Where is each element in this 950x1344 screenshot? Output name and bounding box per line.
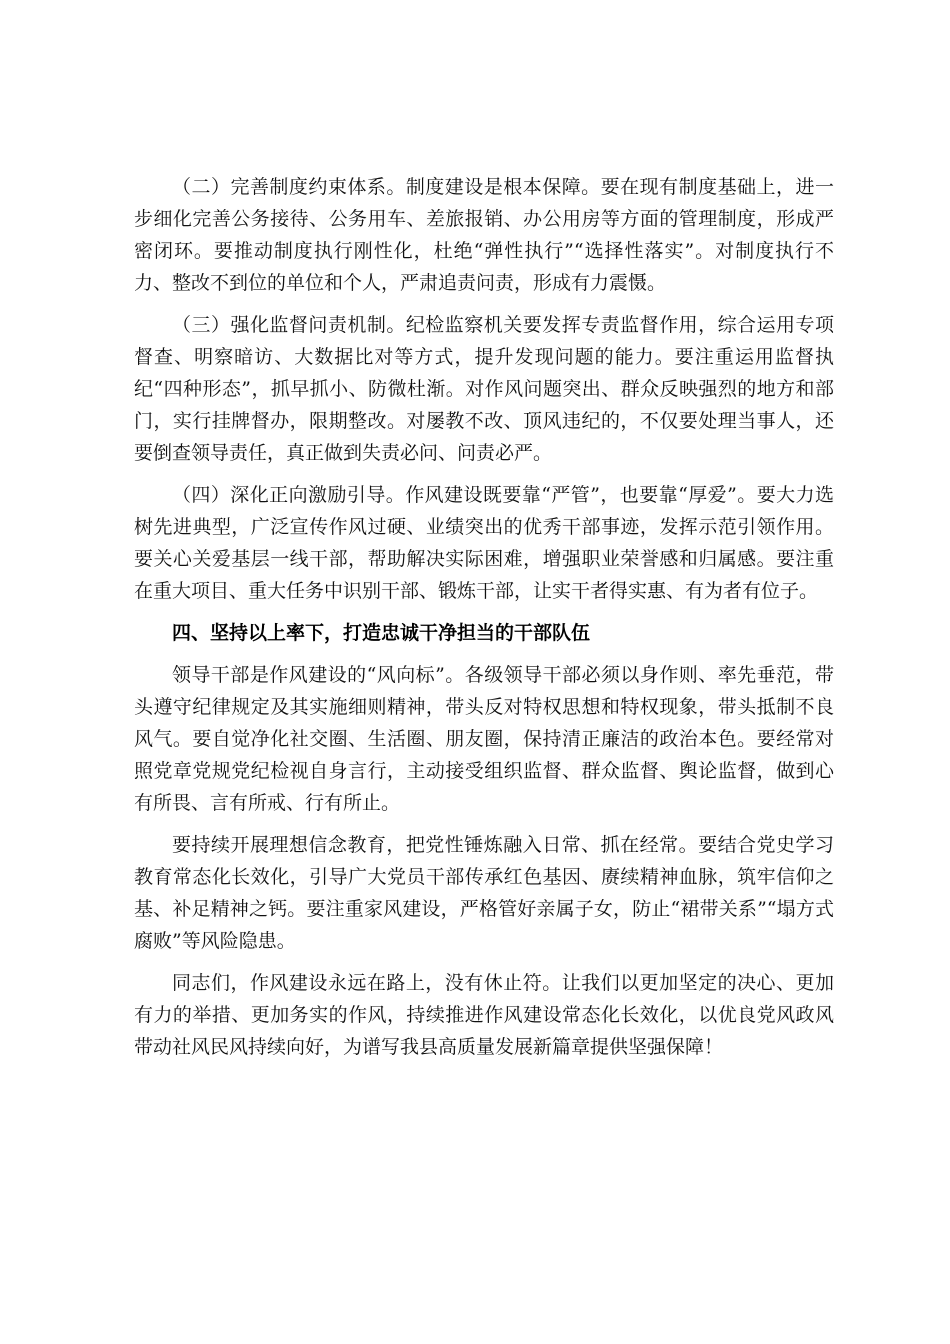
paragraph-4-incentive: （四）深化正向激励引导。作风建设既要靠“严管”，也要靠“厚爱”。要大力选树先进典型，广泛宣传作风过硬、业绩突出的优秀干部事迹，发挥示范引领作用。要关心关爱基层一线干部，帮助解决实际困难，增强职业荣誉感和归属感。要注重在重大项目、重大任务中识别干部、锻炼干部，让实干者得实惠、有为者有位子。 — [134, 484, 834, 602]
paragraph-2-institution: （二）完善制度约束体系。制度建设是根本保障。要在现有制度基础上，进一步细化完善公务接待、公务用车、差旅报销、办公用房等方面的管理制度，形成严密闭环。要推动制度执行刚性化，杜绝“弹性执行”“选择性落实”。对制度执行不力、整改不到位的单位和个人，严肃追责问责，形成有力震慑。 — [134, 176, 834, 294]
paragraph-leaders: 领导干部是作风建设的“风向标”。各级领导干部必须以身作则、率先垂范，带头遵守纪律规定及其实施细则精神，带头反对特权思想和特权现象，带头抵制不良风气。要自觉净化社交圈、生活圈、朋友圈，保持清正廉洁的政治本色。要经常对照党章党规党纪检视自身言行，主动接受组织监督、群众监督、舆论监督，做到心有所畏、言有所戒、行有所止。 — [134, 664, 834, 814]
section-heading-4: 四、坚持以上率下，打造忠诚干净担当的干部队伍 — [172, 622, 591, 644]
document-body — [134, 171, 834, 1073]
paragraph-ideals: 要持续开展理想信念教育，把党性锤炼融入日常、抓在经常。要结合党史学习教育常态化长效化，引导广大党员干部传承红色基因、赓续精神血脉，筑牢信仰之基、补足精神之钙。要注重家风建设，严格管好亲属子女，防止“裙带关系”“塌方式腐败”等风险隐患。 — [134, 834, 834, 952]
paragraph-closing: 同志们，作风建设永远在路上，没有休止符。让我们以更加坚定的决心、更加有力的举措、更加务实的作风，持续推进作风建设常态化长效化，以优良党风政风带动社风民风持续向好，为谱写我县高质量发展新篇章提供坚强保障！ — [134, 972, 834, 1058]
paragraph-3-supervision: （三）强化监督问责机制。纪检监察机关要发挥专责监督作用，综合运用专项督查、明察暗访、大数据比对等方式，提升发现问题的能力。要注重运用监督执纪“四种形态”，抓早抓小、防微杜渐。对作风问题突出、群众反映强烈的地方和部门，实行挂牌督办，限期整改。对屡教不改、顶风违纪的，不仅要处理当事人，还要倒查领导责任，真正做到失责必问、问责必严。 — [134, 314, 834, 464]
